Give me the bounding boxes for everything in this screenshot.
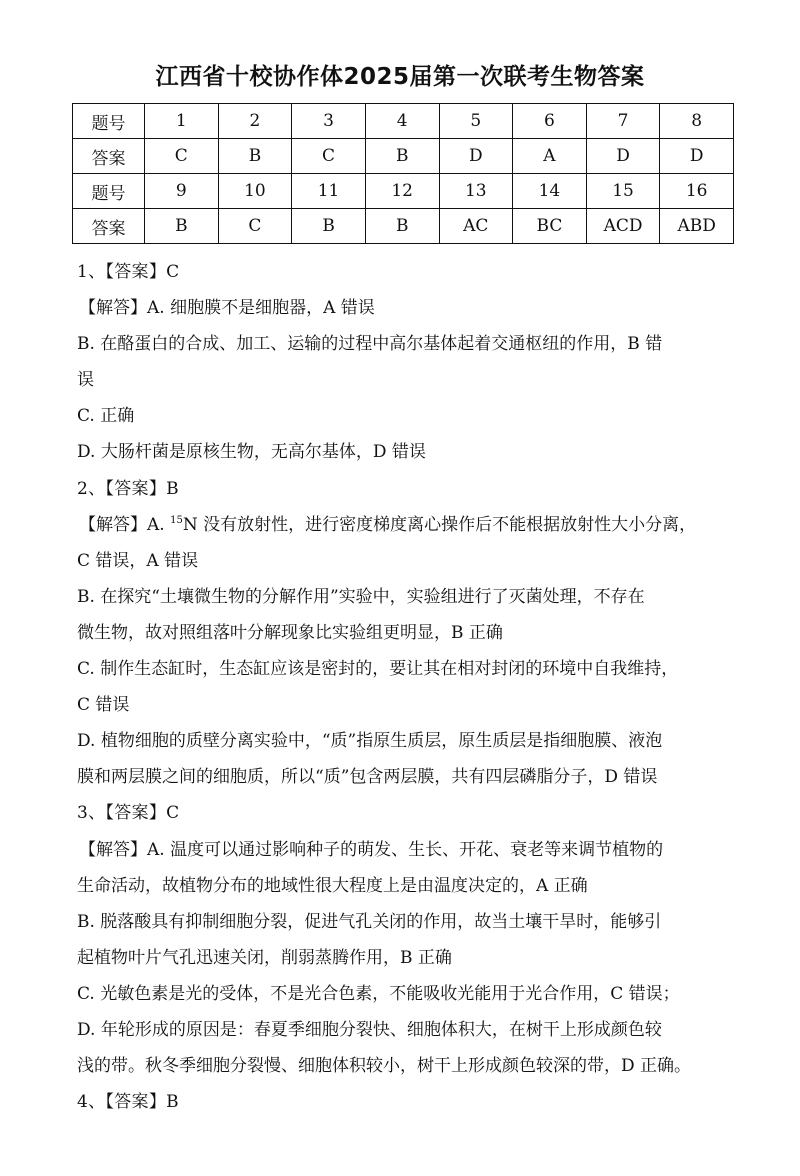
q1-explanation-line: B. 在酪蛋白的合成、加工、运输的过程中高尔基体起着交通枢纽的作用，B 错: [77, 334, 663, 355]
q4-answer-heading: 4、【答案】B: [77, 1092, 179, 1113]
q2-explanation-line: C 错误，A 错误: [77, 550, 199, 571]
q1-explanation-line: D. 大肠杆菌是原核生物，无高尔基体，D 错误: [77, 442, 426, 463]
answer-row-1: [73, 139, 734, 174]
question-number-cell: 10: [218, 174, 292, 209]
q3-explanation-line: C. 光敏色素是光的受体，不是光合色素，不能吸收光能用于光合作用，C 错误；: [77, 983, 680, 1004]
question-number-cell: 9: [145, 174, 219, 209]
row-label: 题号: [73, 104, 145, 139]
question-number-row-2: [73, 174, 734, 209]
answer-cell: ACD: [586, 209, 660, 244]
q3-answer-heading: 3、【答案】C: [77, 803, 180, 824]
q2-first-prefix: 【解答】A.: [79, 514, 171, 535]
question-number-cell: 15: [586, 174, 660, 209]
q3-explanation-line: 浅的带。秋冬季细胞分裂慢、细胞体积较小，树干上形成颜色较深的带，D 正确。: [77, 1056, 692, 1077]
q2-explanation-line: 微生物，故对照组落叶分解现象比实验组更明显，B 正确: [77, 622, 503, 643]
q2-explanation-line: [77, 507, 727, 543]
q1-explanation-line: 误: [77, 370, 94, 391]
answer-cell: C: [292, 139, 366, 174]
answer-cell: B: [365, 209, 439, 244]
q2-first-suffix: N 没有放射性，进行密度梯度离心操作后不能根据放射性大小分离，: [182, 514, 697, 535]
question-number-row-1: [73, 104, 734, 139]
answer-cell: D: [660, 139, 734, 174]
q1-explanation-line: C. 正确: [77, 406, 135, 427]
answer-row-2: [73, 209, 734, 244]
answer-cell: BC: [513, 209, 587, 244]
question-number-cell: 4: [365, 104, 439, 139]
answer-cell: B: [292, 209, 366, 244]
question-number-cell: 2: [218, 104, 292, 139]
answer-key-table: [72, 103, 734, 244]
question-number-cell: 11: [292, 174, 366, 209]
question-number-cell: 12: [365, 174, 439, 209]
answer-cell: ABD: [660, 209, 734, 244]
answer-cell: D: [439, 139, 513, 174]
q3-explanation-line: 生命活动，故植物分布的地域性很大程度上是由温度决定的，A 正确: [77, 875, 588, 896]
answer-cell: B: [145, 209, 219, 244]
answer-cell: D: [586, 139, 660, 174]
answer-cell: A: [513, 139, 587, 174]
question-number-cell: 16: [660, 174, 734, 209]
answer-cell: AC: [439, 209, 513, 244]
q3-explanation-line: 【解答】A. 温度可以通过影响种子的萌发、生长、开花、衰老等来调节植物的: [79, 839, 664, 860]
answer-cell: B: [365, 139, 439, 174]
answer-cell: C: [218, 209, 292, 244]
q2-answer-heading: 2、【答案】B: [77, 478, 179, 499]
question-number-cell: 8: [660, 104, 734, 139]
answer-cell: C: [145, 139, 219, 174]
answer-cell: B: [218, 139, 292, 174]
q2-explanation-line: D. 植物细胞的质壁分离实验中，“质”指原生质层，原生质层是指细胞膜、液泡: [77, 731, 663, 752]
q2-explanation-line: B. 在探究“土壤微生物的分解作用”实验中，实验组进行了灭菌处理，不存在: [77, 586, 645, 607]
question-number-cell: 6: [513, 104, 587, 139]
row-label: 答案: [73, 139, 145, 174]
q3-explanation-line: D. 年轮形成的原因是：春夏季细胞分裂快、细胞体积大，在树干上形成颜色较: [77, 1019, 662, 1040]
question-number-cell: 3: [292, 104, 366, 139]
question-number-cell: 7: [586, 104, 660, 139]
explanation-body: [77, 254, 727, 1120]
question-number-cell: 14: [513, 174, 587, 209]
isotope-mass-number: 15: [170, 514, 183, 526]
q2-explanation-line: C. 制作生态缸时，生态缸应该是密封的，要让其在相对封闭的环境中自我维持，: [77, 659, 679, 680]
question-number-cell: 13: [439, 174, 513, 209]
document-title: 江西省十校协作体2025届第一次联考生物答案: [155, 64, 645, 90]
q2-explanation-line: C 错误: [77, 695, 130, 716]
q1-explanation-line: 【解答】A. 细胞膜不是细胞器，A 错误: [79, 298, 375, 319]
q2-explanation-line: 膜和两层膜之间的细胞质，所以“质”包含两层膜，共有四层磷脂分子，D 错误: [77, 767, 658, 788]
question-number-cell: 1: [145, 104, 219, 139]
q3-explanation-line: B. 脱落酸具有抑制细胞分裂，促进气孔关闭的作用，故当土壤干旱时，能够引: [77, 911, 662, 932]
question-number-cell: 5: [439, 104, 513, 139]
q1-answer-heading: 1、【答案】C: [77, 262, 180, 282]
q3-explanation-line: 起植物叶片气孔迅速关闭，削弱蒸腾作用，B 正确: [77, 947, 452, 968]
row-label: 答案: [73, 209, 145, 244]
row-label: 题号: [73, 174, 145, 209]
